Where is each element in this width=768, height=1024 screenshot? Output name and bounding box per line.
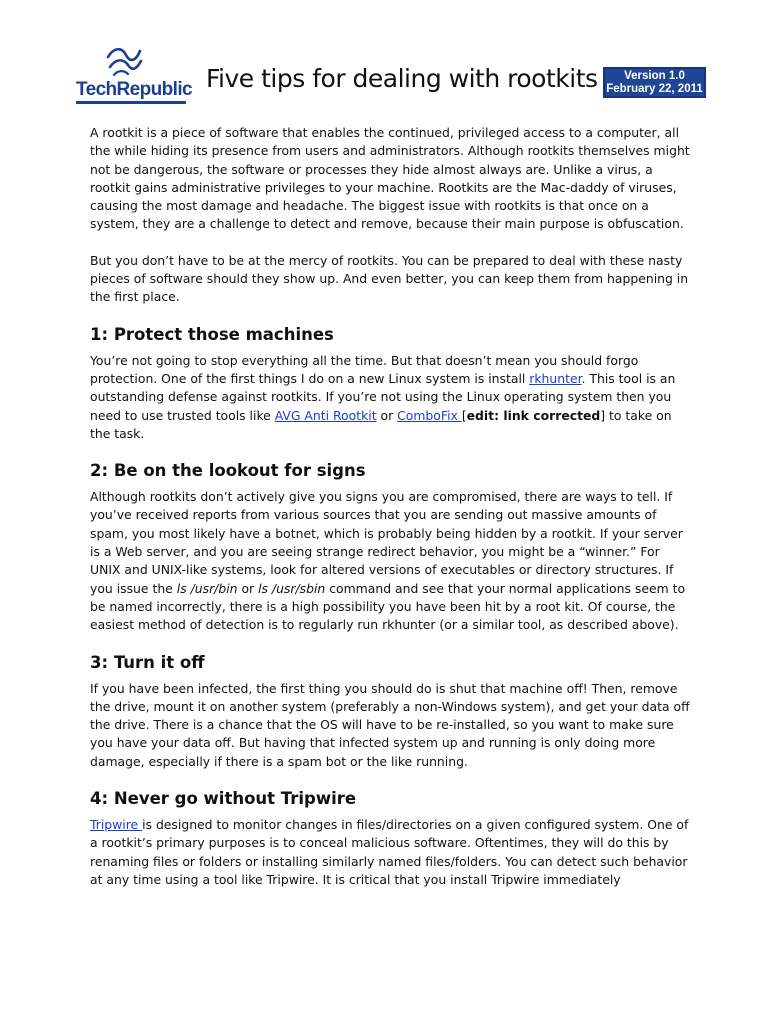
intro-paragraph-2: But you don’t have to be at the mercy of rootkits. You can be prepared to deal with these nasty pieces of software should they show up. And even better, you can keep them from happening in the first place. [90, 252, 689, 305]
logo-swirl-icon [104, 43, 144, 79]
tip-1-text-b: . This tool is an outstanding defense against rootkits. If you’re not using the Linux operating system then you need to use trusted tools like [90, 370, 676, 423]
intro-paragraph-1: A rootkit is a piece of software that enables the continued, privileged access to a computer, all the while hiding its presence from users and administrators. Although rootkits themselves might not be dangerous, the software or processes they hide almost always are. Unlike a virus, a rootkit gains administrative privileges to your machine. Rootkits are the Mac-daddy of viruses, causing the most damage and headache. The biggest issue with rootkits is that once on a system, they are a challenge to detect and remove, because their main purpose is obfuscation. [90, 125, 690, 232]
rkhunter-link[interactable]: rkhunter [529, 370, 582, 386]
version-label: Version 1.0 [624, 70, 685, 82]
tip-1-text-a: You’re not going to stop everything all the time. But that doesn’t mean you should forgo protection. One of the first things I do on a new Linux system is install [90, 352, 639, 386]
tip-1-text-d: [ [461, 407, 467, 423]
version-badge [603, 67, 706, 98]
article-body [90, 124, 690, 907]
tip-1-text-e: ] to take on the task. [90, 407, 672, 441]
version-date: February 22, 2011 [606, 83, 703, 95]
tip-1-heading: 1: Protect those machines [90, 324, 334, 344]
tip-2-paragraph [90, 488, 690, 634]
command-ls-usr-sbin: ls /usr/sbin [258, 580, 326, 596]
logo-text: TechRepublic [76, 79, 192, 100]
document-header [0, 0, 768, 110]
document-title: Five tips for dealing with rootkits [206, 64, 598, 93]
edit-note: edit: link corrected [466, 407, 601, 423]
tip-2-heading: 2: Be on the lookout for signs [90, 461, 366, 481]
command-ls-usr-bin: ls /usr/bin [176, 580, 238, 596]
tip-1-paragraph [90, 352, 690, 443]
tip-2-text-b: or [237, 580, 259, 596]
logo-underline [76, 101, 186, 104]
tip-3-paragraph: If you have been infected, the first thing you should do is shut that machine off! Then, remove the drive, mount it on another system (preferably a non-Windows system), and get your data off the drive. There is a chance that the OS will have to be re-installed, so you want to make sure you have your data off. But having that infected system up and running is only doing more damage, especially if there is a spam bot or the like running. [90, 680, 690, 769]
tip-2-text-a: Although rootkits don’t actively give you signs you are compromised, there are ways to tell. If you’ve received reports from various sources that you are sending out massive amounts of spam, you most likely have a botnet, which is probably being hidden by a rootkit. If your server is a Web server, and you are seeing strange redirect behavior, you might be a “winner.” For UNIX and UNIX-like systems, look for altered versions of executables or directory structures. If you issue the [90, 489, 683, 596]
tip-4-text: is designed to monitor changes in files/directories on a given configured system. One of a rootkit’s primary purposes is to conceal malicious software. Oftentimes, they will do this by renaming files or folders or installing similarly named files/folders. You can detect such behavior at any time using a tool like Tripwire. It is critical that you install Tripwire immediately [90, 817, 689, 887]
techrepublic-logo [76, 43, 192, 105]
tip-4-paragraph [90, 816, 690, 889]
tip-2-text-c: command and see that your normal applications seem to be named incorrectly, there is a high possibility you have been hit by a root kit. Of course, the easiest method of detection is to regularly run rkhunter (or a similar tool, as described above). [90, 580, 686, 633]
tripwire-link[interactable]: Tripwire [90, 817, 143, 833]
combofix-link[interactable]: ComboFix [397, 407, 462, 423]
tip-3-heading: 3: Turn it off [90, 652, 205, 672]
avg-anti-rootkit-link[interactable]: AVG Anti Rootkit [274, 407, 377, 423]
tip-4-heading: 4: Never go without Tripwire [90, 789, 357, 809]
tip-1-text-c: or [376, 407, 398, 423]
